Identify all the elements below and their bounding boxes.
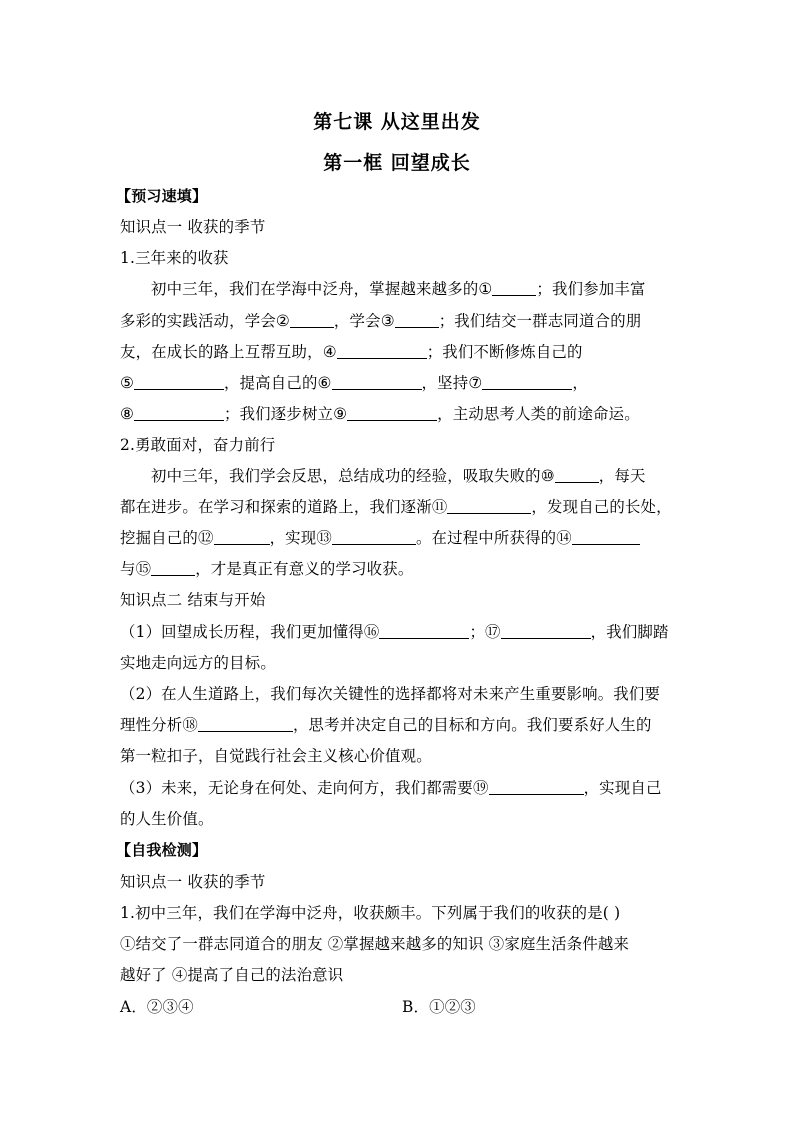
- text: ，提高自己的: [224, 374, 318, 392]
- text: ；我们参加丰富: [536, 280, 646, 298]
- paragraph-line: [120, 311, 680, 331]
- blank-marker: ⑪: [431, 498, 448, 516]
- text: ，: [572, 374, 588, 392]
- blank-marker: ⑲: [473, 779, 489, 797]
- paragraph-line: [120, 559, 680, 579]
- question-1-stem: 1.初中三年，我们在学海中泛舟，收获颇丰。下列属于我们的收获的是( ): [120, 904, 621, 922]
- blank-marker: ⑰: [485, 623, 501, 641]
- fill-blank[interactable]: [214, 529, 270, 545]
- lesson-title: 第七课 从这里出发: [313, 111, 481, 133]
- blank-marker: ⑫: [197, 529, 214, 547]
- preview-section-header: 【预习速填】: [116, 187, 208, 205]
- fill-blank[interactable]: [572, 529, 640, 545]
- text: ；我们结交一群志同道合的朋: [438, 312, 642, 330]
- self-check-kp1-title: 知识点一 收获的季节: [120, 873, 266, 891]
- text: 挖掘自己的: [120, 529, 198, 547]
- text: ，实现自己: [583, 779, 662, 797]
- blank-marker: ⑦: [468, 374, 483, 392]
- fill-blank[interactable]: [492, 280, 536, 296]
- text: ，坚持: [421, 374, 469, 392]
- fill-blank[interactable]: [332, 374, 422, 390]
- fill-blank[interactable]: [482, 374, 572, 390]
- fill-blank[interactable]: [332, 529, 416, 545]
- text: ；我们不断修炼自己的: [426, 343, 583, 361]
- text: ；我们逐步树立: [224, 405, 334, 423]
- blank-marker: ⑯: [363, 623, 380, 641]
- blank-marker: ⑱: [182, 716, 198, 734]
- question-1-statements: 越好了 ④提高了自己的法治意识: [120, 966, 344, 984]
- fill-blank[interactable]: [337, 343, 427, 359]
- blank-marker: ⑭: [556, 529, 572, 547]
- lesson-subtitle: 第一框 回望成长: [323, 152, 471, 174]
- paragraph-line: 的人生价值。: [120, 810, 214, 828]
- question-1-statements: ①结交了一群志同道合的朋友 ②掌握越来越多的知识 ③家庭生活条件越来: [120, 935, 630, 953]
- blank-marker: ②: [275, 312, 290, 330]
- fill-blank[interactable]: [395, 312, 439, 328]
- blank-marker: ⑩: [540, 467, 555, 485]
- text: 友，在成长的路上互帮互助，: [120, 343, 323, 361]
- item-2-title: 2.勇敢面对，奋力前行: [120, 436, 276, 454]
- paragraph-line: [120, 342, 680, 362]
- fill-blank[interactable]: [501, 623, 591, 639]
- text: ，主动思考人类的前途命运。: [437, 405, 640, 423]
- text: ，我们脚踏: [590, 623, 669, 641]
- paragraph-line: [120, 497, 680, 517]
- text: （1）回望成长历程，我们更加懂得: [120, 623, 364, 641]
- paragraph-line: [120, 715, 680, 735]
- paragraph-line: [120, 279, 711, 299]
- fill-blank[interactable]: [447, 498, 531, 514]
- option-b[interactable]: B．①②③: [402, 998, 476, 1016]
- paragraph-line: [120, 373, 680, 393]
- blank-marker: ①: [478, 280, 493, 298]
- paragraph-line: [120, 466, 711, 486]
- fill-blank[interactable]: [134, 405, 224, 421]
- text: 初中三年，我们在学海中泛舟，掌握越来越多的: [151, 280, 479, 298]
- self-check-section-header: 【自我检测】: [116, 841, 208, 859]
- blank-marker: ⑨: [333, 405, 348, 423]
- knowledge-point-1-title: 知识点一 收获的季节: [120, 218, 266, 236]
- blank-marker: ④: [322, 343, 337, 361]
- blank-marker: ⑤: [120, 374, 134, 392]
- paragraph-line: [120, 622, 680, 642]
- paragraph-line: 第一粒扣子，自觉践行社会主义核心价值观。: [120, 747, 432, 765]
- paragraph-line: [120, 528, 680, 548]
- blank-marker: ③: [380, 312, 395, 330]
- knowledge-point-2-title: 知识点二 结束与开始: [120, 591, 266, 609]
- blank-marker: ⑮: [135, 560, 152, 578]
- fill-blank[interactable]: [290, 312, 334, 328]
- text: 与: [120, 560, 136, 578]
- fill-blank[interactable]: [151, 560, 195, 576]
- paragraph-line: [120, 778, 680, 798]
- paragraph-line: [120, 404, 680, 424]
- text: ，实现: [269, 529, 317, 547]
- text: 理性分析: [120, 716, 183, 734]
- fill-blank[interactable]: [134, 374, 224, 390]
- blank-marker: ⑧: [120, 405, 134, 423]
- fill-blank[interactable]: [555, 467, 599, 483]
- blank-marker: ⑬: [316, 529, 332, 547]
- text: ，才是真正有意义的学习收获。: [195, 560, 414, 578]
- text: ，思考并决定自己的目标和方向。我们要系好人生的: [292, 716, 652, 734]
- blank-marker: ⑥: [317, 374, 332, 392]
- item-1-title: 1.三年来的收获: [120, 249, 229, 267]
- fill-blank[interactable]: [347, 405, 437, 421]
- text: ，发现自己的长处，: [531, 498, 672, 516]
- text: 多彩的实践活动，学会: [120, 312, 276, 330]
- paragraph-line: 实地走向远方的目标。: [120, 654, 276, 672]
- paragraph-line: （2）在人生道路上，我们每次关键性的选择都将对未来产生重要影响。我们要: [120, 685, 661, 703]
- text: 。在过程中所获得的: [415, 529, 557, 547]
- text: ；: [469, 623, 486, 641]
- text: 初中三年，我们学会反思，总结成功的经验，吸取失败的: [151, 467, 541, 485]
- text: ，每天: [598, 467, 646, 485]
- text: ，学会: [333, 312, 381, 330]
- fill-blank[interactable]: [379, 623, 469, 639]
- text: 都在进步。在学习和探索的道路上，我们逐渐: [120, 498, 432, 516]
- text: （3）未来，无论身在何处、走向何方，我们都需要: [120, 779, 473, 797]
- option-a[interactable]: A．②③④: [120, 998, 194, 1016]
- fill-blank[interactable]: [198, 716, 293, 732]
- fill-blank[interactable]: [489, 779, 584, 795]
